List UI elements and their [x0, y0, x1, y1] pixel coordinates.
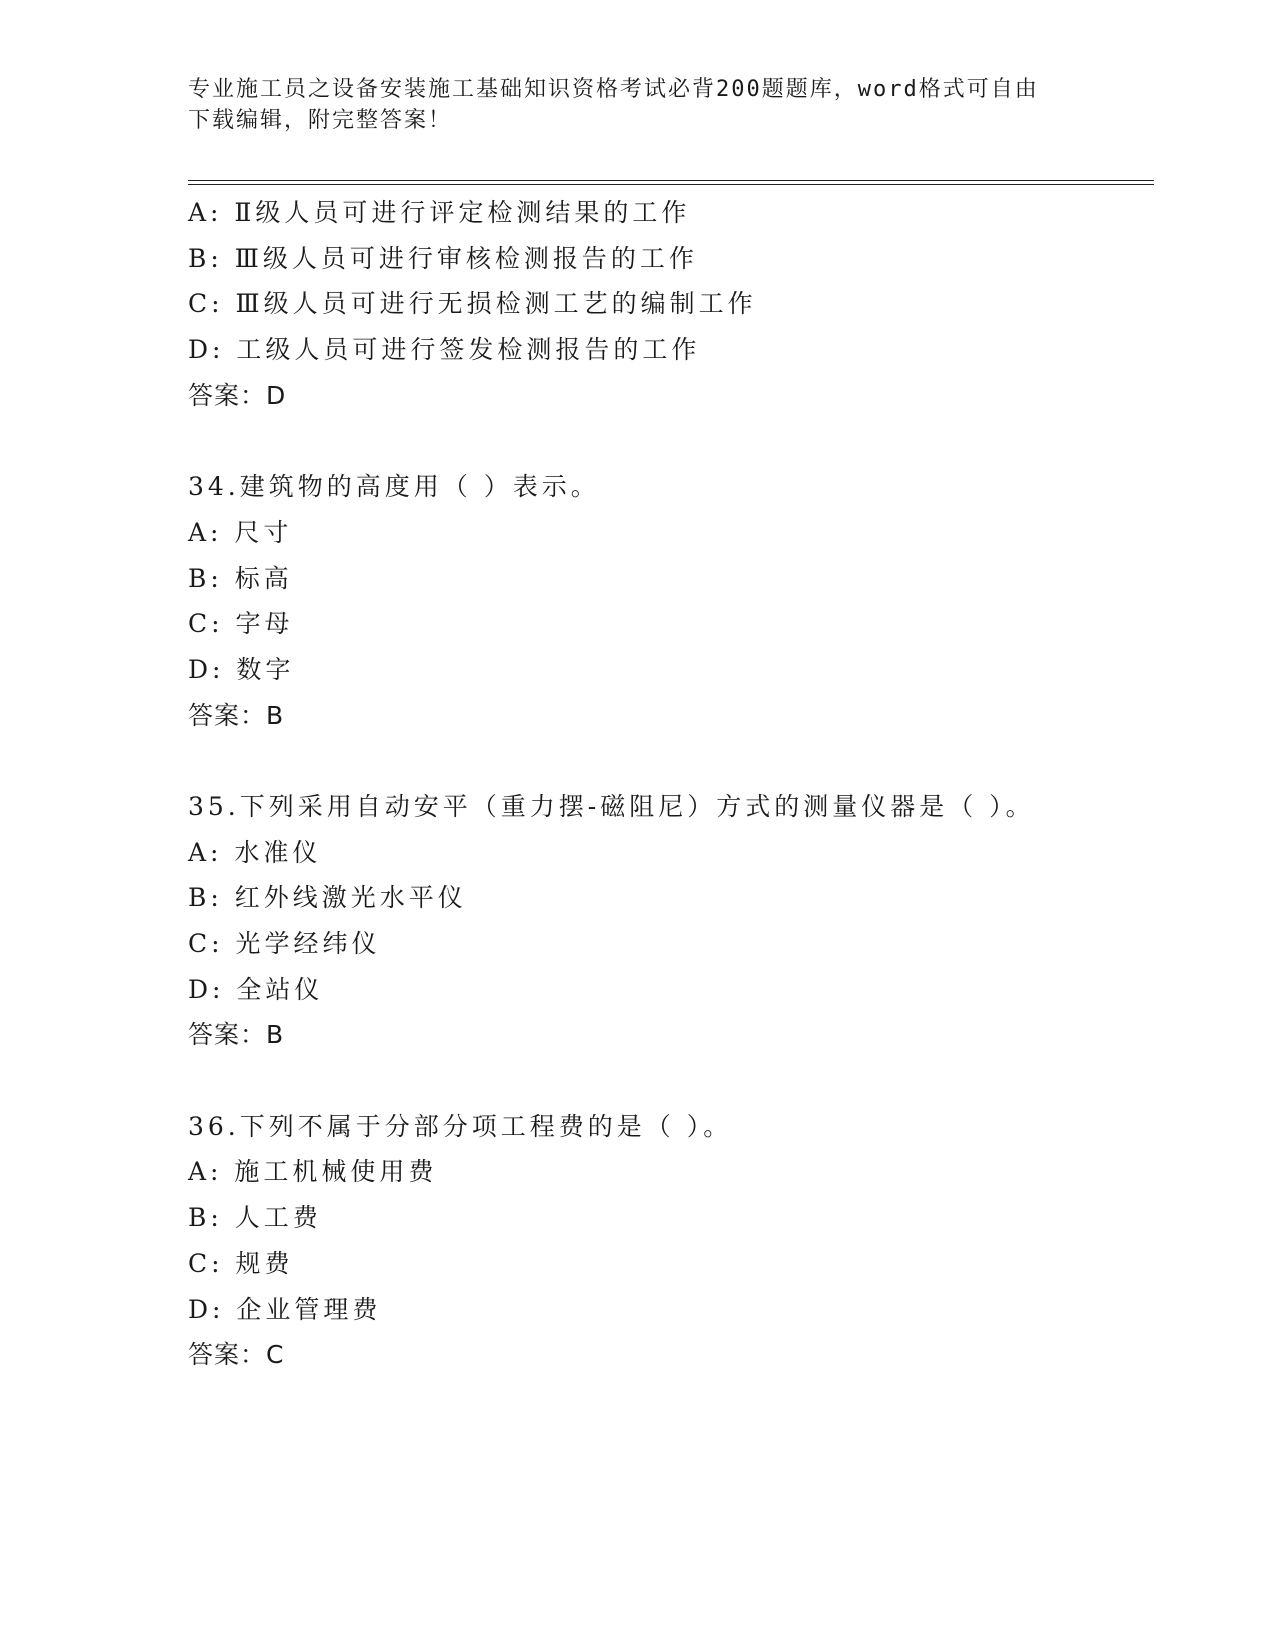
option-b: B: 红外线激光水平仪 — [188, 883, 467, 913]
header-line-2: 下载编辑，附完整答案！ — [188, 108, 453, 133]
question-title: 36.下列不属于分部分项工程费的是（ ）。 — [188, 1111, 733, 1141]
option-c: C: 字母 — [188, 609, 294, 639]
spacer — [188, 418, 1154, 464]
option-b: B: 人工费 — [188, 1203, 322, 1233]
option-c: C: Ⅲ级人员可进行无损检测工艺的编制工作 — [188, 289, 757, 319]
question-title: 35.下列采用自动安平（重力摆-磁阻尼）方式的测量仪器是（ ）。 — [188, 791, 1035, 821]
spacer — [188, 1058, 1154, 1104]
question-title: 34.建筑物的高度用（ ）表示。 — [188, 472, 600, 502]
header-line-1: 专业施工员之设备安装施工基础知识资格考试必背200题题库，word格式可自由 — [188, 77, 1039, 102]
answer: 答案：C — [188, 1340, 285, 1370]
question-list — [188, 190, 1154, 1378]
option-c: C: 规费 — [188, 1248, 294, 1278]
option-d: D: 全站仪 — [188, 974, 324, 1004]
question-36 — [188, 1104, 1154, 1378]
option-d: D: 数字 — [188, 654, 295, 684]
option-a: A: 水准仪 — [188, 837, 322, 867]
option-a: A: 施工机械使用费 — [188, 1157, 438, 1187]
question-34 — [188, 464, 1154, 738]
option-d: D: 企业管理费 — [188, 1294, 382, 1324]
option-b: B: 标高 — [188, 563, 293, 593]
option-d: D: 工级人员可进行签发检测报告的工作 — [188, 335, 701, 365]
answer: 答案：D — [188, 380, 287, 410]
answer: 答案：B — [188, 1020, 285, 1050]
question-33-continued — [188, 190, 1154, 418]
option-a: A: Ⅱ级人员可进行评定检测结果的工作 — [188, 198, 691, 227]
document-header — [188, 74, 1068, 136]
option-b: B: Ⅲ级人员可进行审核检测报告的工作 — [188, 243, 698, 273]
question-35 — [188, 784, 1154, 1058]
header-double-rule — [188, 180, 1154, 185]
option-c: C: 光学经纬仪 — [188, 929, 381, 958]
option-a: A: 尺寸 — [188, 517, 293, 547]
spacer — [188, 738, 1154, 784]
answer: 答案：B — [188, 700, 285, 730]
